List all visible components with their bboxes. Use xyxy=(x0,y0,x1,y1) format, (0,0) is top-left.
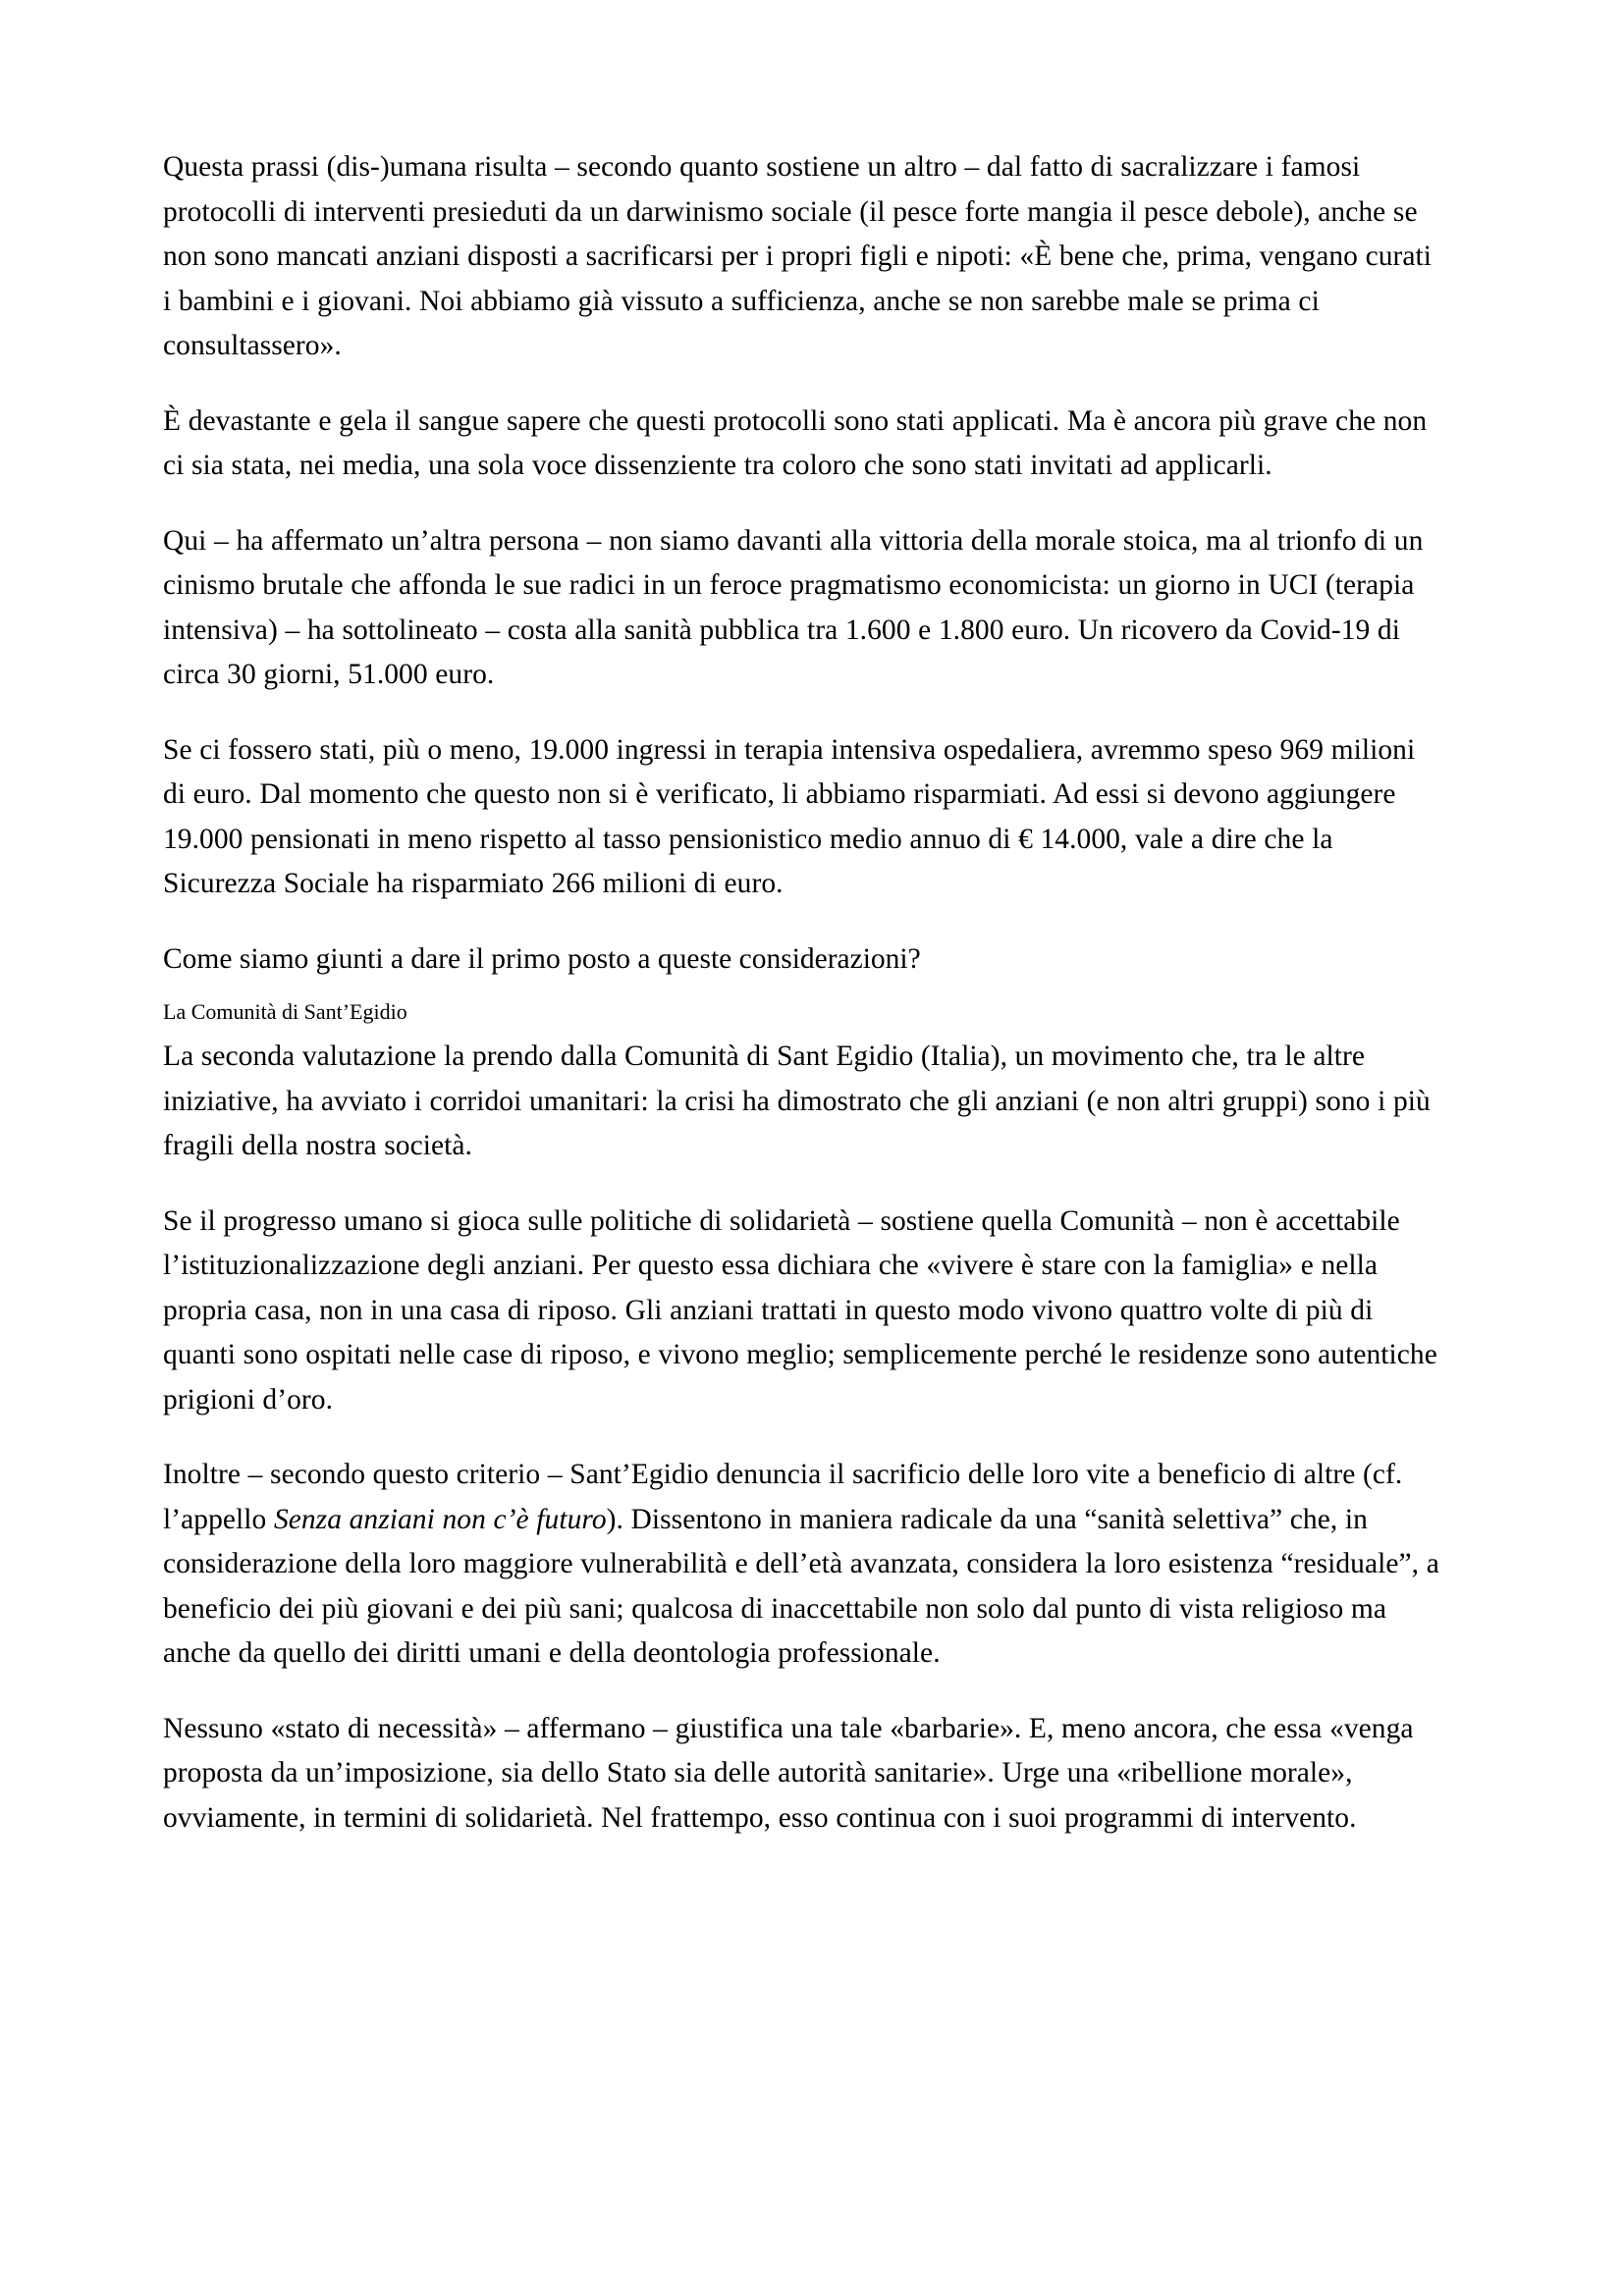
paragraph-7: Se il progresso umano si gioca sulle politiche di solidarietà – sostiene quella Comunità – non è accettabile l’istituzionalizzazione degli anziani. Per questo essa dichiara che «vivere è stare con la famiglia» e nella propria casa, non in una casa di riposo. Gli anziani trattati in questo modo vivono quattro volte di più di quanti sono ospitati nelle case di riposo, e vivono meglio; semplicemente perché le residenze sono autentiche prigioni d’oro. xyxy=(163,1204,1437,1415)
paragraph-8-text-after: ). Dissentono in maniera radicale da una “sanità selettiva” che, in considerazione della loro maggiore vulnerabilità e dell’età avanzata, considera la loro esistenza “residuale”, a beneficio dei più giovani e dei più sani; qualcosa di inaccettabile non solo dal punto di vista religioso ma anche da quello dei diritti umani e della deontologia professionale. xyxy=(163,1503,1439,1669)
paragraph-4: Se ci fossero stati, più o meno, 19.000 ingressi in terapia intensiva ospedaliera, avremmo speso 969 milioni di euro. Dal momento che questo non si è verificato, li abbiamo risparmiati. Ad essi si devono aggiungere 19.000 pensionati in meno rispetto al tasso pensionistico medio annuo di € 14.000, vale a dire che la Sicurezza Sociale ha risparmiato 266 milioni di euro. xyxy=(163,733,1416,899)
paragraph-9: Nessuno «stato di necessità» – affermano – giustifica una tale «barbarie». E, meno ancora, che essa «venga proposta da un’imposizione, sia dello Stato sia delle autorità sanitarie». Urge una «ribellione morale», ovviamente, in termini di solidarietà. Nel frattempo, esso continua con i suoi programmi di intervento. xyxy=(163,1712,1414,1834)
paragraph-1: Questa prassi (dis-)umana risulta – secondo quanto sostiene un altro – dal fatto di sacralizzare i famosi protocolli di interventi presieduti da un darwinismo sociale (il pesce forte mangia il pesce debole), anche se non sono mancati anziani disposti a sacrificarsi per i propri figli e nipoti: «È bene che, prima, vengano curati i bambini e i giovani. Noi abbiamo già vissuto a sufficienza, anche se non sarebbe male se prima ci consultassero». xyxy=(163,151,1433,361)
paragraph-8-text-before: Inoltre – secondo questo criterio – Sant’Egidio denuncia il sacrificio delle loro vite a beneficio di altre (cf. l’appello xyxy=(163,1459,1403,1535)
paragraph-3: Qui – ha affermato un’altra persona – non siamo davanti alla vittoria della morale stoica, ma al trionfo di un cinismo brutale che affonda le sue radici in un feroce pragmatismo economicista: un giorno in UCI (terapia intensiva) – ha sottolineato – costa alla sanità pubblica tra 1.600 e 1.800 euro. Un ricovero da Covid-19 di circa 30 giorni, 51.000 euro. xyxy=(163,524,1424,690)
paragraph-6: La seconda valutazione la prendo dalla Comunità di Sant Egidio (Italia), un movimento che, tra le altre iniziative, ha avviato i corridoi umanitari: la crisi ha dimostrato che gli anziani (e non altri gruppi) sono i più fragili della nostra società. xyxy=(163,1041,1431,1161)
appeal-title-italic: Senza anziani non c’è futuro xyxy=(273,1503,607,1535)
paragraph-2: È devastante e gela il sangue sapere che questi protocolli sono stati applicati. Ma è ancora più grave che non ci sia stata, nei media, una sola voce dissenziente tra coloro che sono stati invitati ad applicarli. xyxy=(163,404,1428,481)
paragraph-8 xyxy=(163,1453,1439,1677)
document-text-column xyxy=(163,145,1439,1841)
rhetorical-question: Come siamo giunti a dare il primo posto a queste considerazioni? xyxy=(163,942,921,975)
section-subheading: La Comunità di Sant’Egidio xyxy=(163,999,407,1024)
